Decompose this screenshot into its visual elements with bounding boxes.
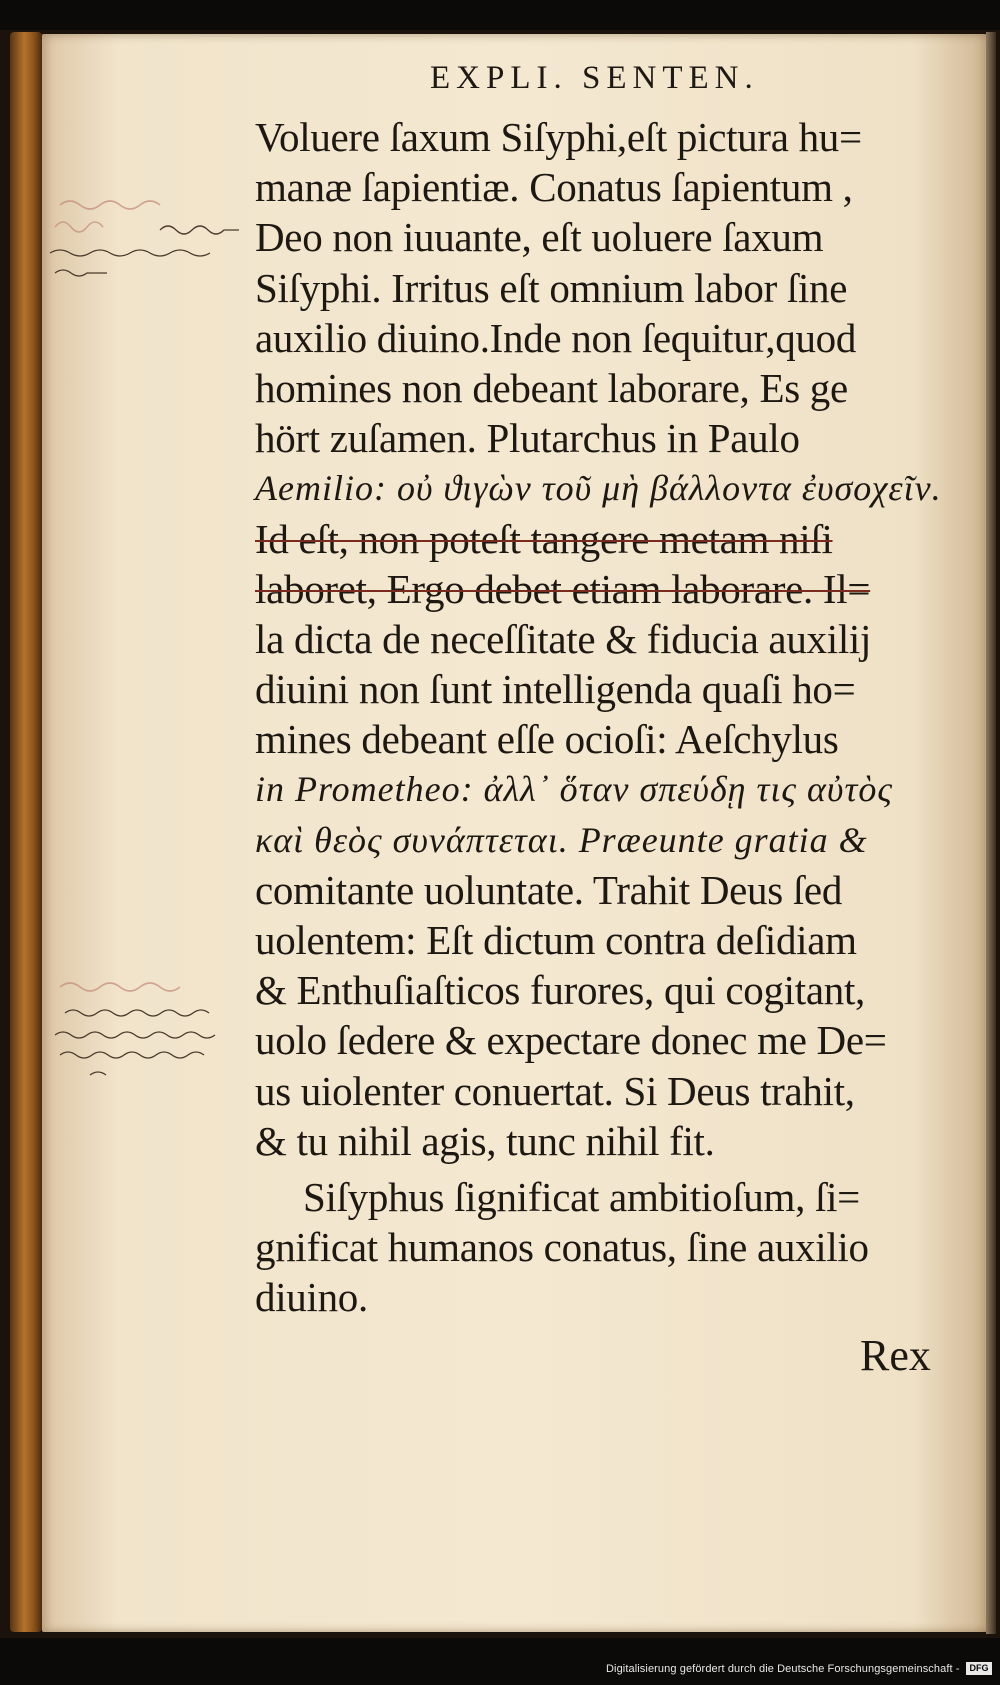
text-line: Id eſt, non poteſt tangere metam niſi <box>255 515 833 562</box>
text-line: diuino. <box>255 1274 368 1321</box>
text-line: Aemilio: οὐ ϑιγὼν τοῦ μὴ βάλλοντα ἐυσοχεῖν. <box>255 468 942 509</box>
text-line: Siſyphi. Irritus eſt omnium labor ſine <box>255 264 848 311</box>
text-line: & tu nihil agis, tunc nihil fit. <box>255 1117 715 1164</box>
text-line: & Enthuſiaſticos furores, qui cogitant, <box>255 967 866 1014</box>
body-text <box>255 112 945 1323</box>
text-line: comitante uoluntate. Trahit Deus ſed <box>255 866 843 913</box>
text-line: in Prometheo: ἀλλ᾽ ὅταν σπεύδῃ τις αὐτὸς <box>255 769 893 810</box>
text-line: uolo ſedere & expectare donec me De= <box>255 1017 887 1064</box>
text-line: la dicta de neceſſitate & fiducia auxilij <box>255 615 872 662</box>
text-line: diuini non ſunt intelligenda quaſi ho= <box>255 666 856 713</box>
book-spine <box>10 32 42 1632</box>
running-head: EXPLI. SENTEN. <box>430 60 759 96</box>
marginal-annotation-top <box>45 185 255 290</box>
text-line: us uiolenter conuertat. Si Deus trahit, <box>255 1067 855 1114</box>
text-line: Deo non iuuante, eſt uoluere ſaxum <box>255 214 824 261</box>
text-line: homines non debeant laborare, Es ge <box>255 364 848 411</box>
text-line: Voluere ſaxum Siſyphi,eſt pictura hu= <box>255 114 862 160</box>
marginal-annotation-bottom <box>45 975 260 1100</box>
digitization-credit: Digitalisierung gefördert durch die Deutsche Forschungsgemeinschaft - <box>606 1663 960 1675</box>
text-line: καὶ θεὸς συνάπτεται. Præeunte gratia & <box>255 819 868 860</box>
dfg-logo: DFG <box>966 1662 992 1675</box>
text-line: mines debeant eſſe ocioſi: Aeſchylus <box>255 716 839 763</box>
text-line: auxilio diuino.Inde non ſequitur,quod <box>255 314 857 361</box>
text-line: hört zuſamen. Plutarchus in Paulo <box>255 415 800 462</box>
text-line: uolentem: Eſt dictum contra deſidiam <box>255 917 857 963</box>
text-line: Siſyphus ſignificat ambitioſum, ſi= <box>303 1173 860 1220</box>
text-line: gnificat humanos conatus, ſine auxilio <box>255 1224 869 1271</box>
text-line: manæ ſapientiæ. Conatus ſapientum , <box>255 164 853 211</box>
page-edge <box>986 32 996 1634</box>
text-line: laboret, Ergo debet etiam laborare. Il= <box>255 565 871 612</box>
catchword: Rex <box>860 1331 931 1380</box>
